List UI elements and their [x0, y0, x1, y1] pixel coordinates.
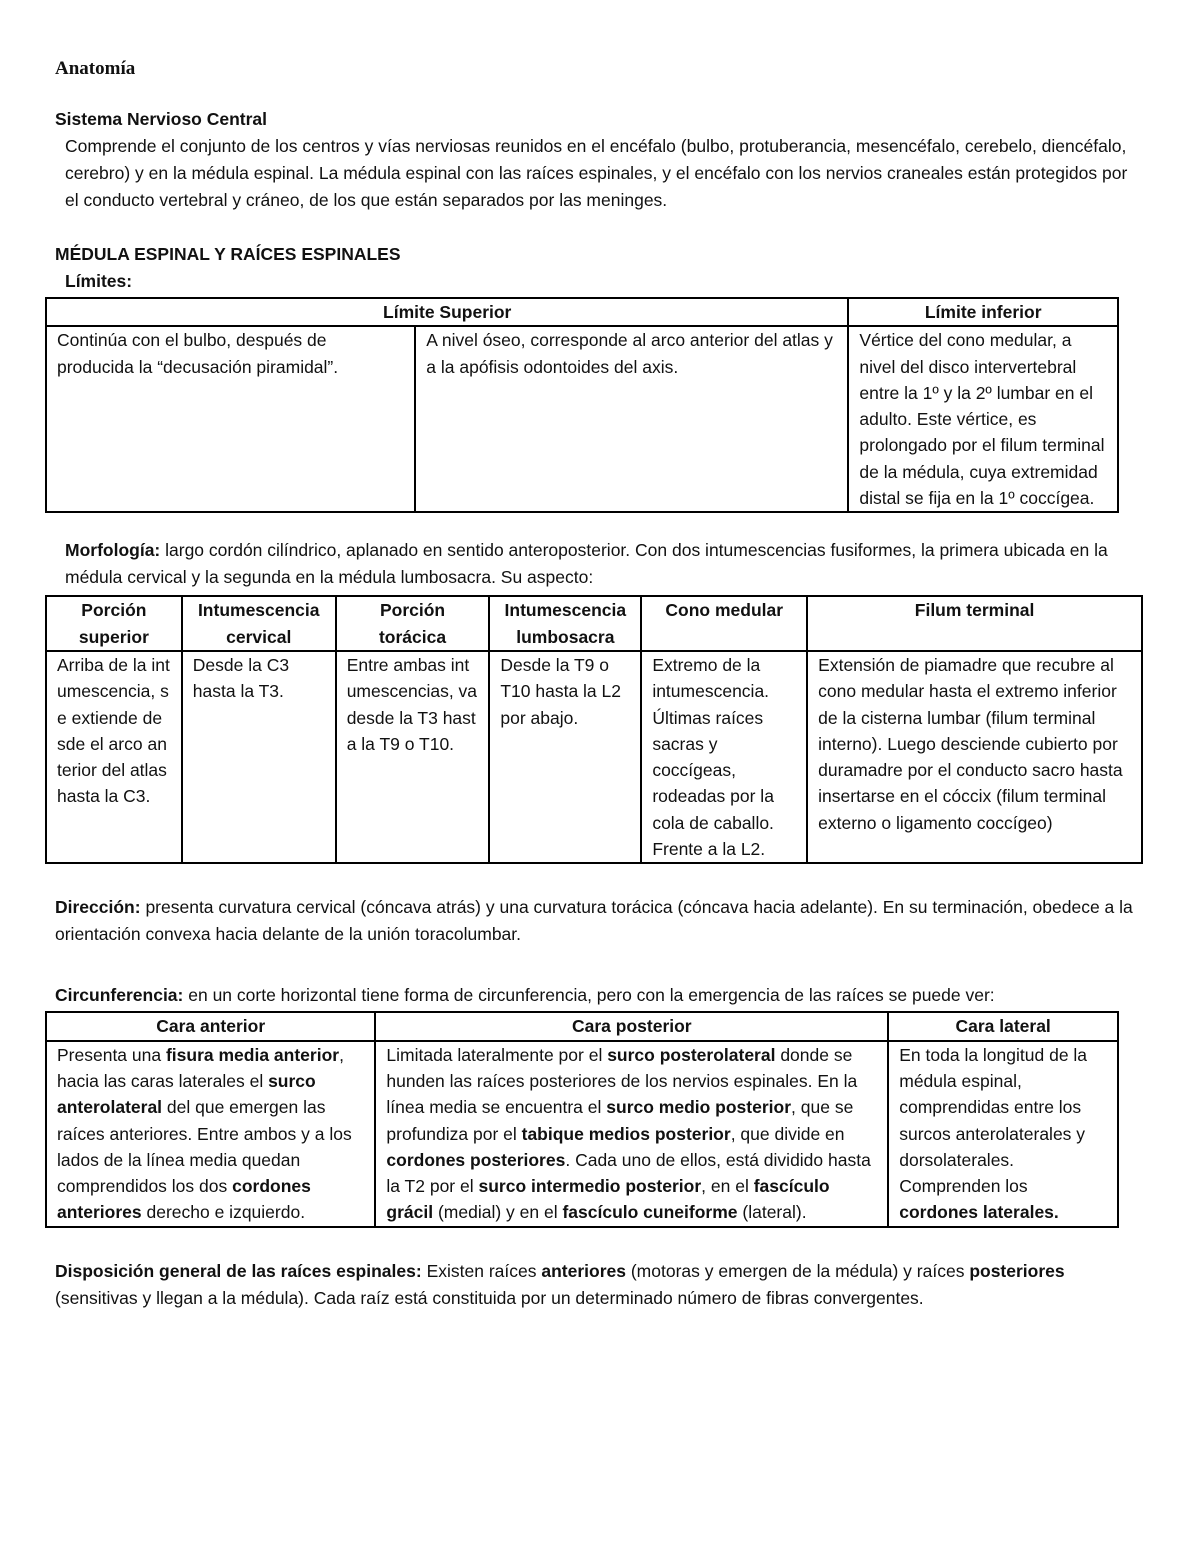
table-row: [46, 1041, 1118, 1227]
direction-text: presenta curvatura cervical (cóncava atrás) y una curvatura torácica (cóncava hacia adelante). En su terminación, obedece a la orientación convexa hacia delante de la unión toracolumbar.: [55, 897, 1133, 945]
limits-label: Límites:: [65, 271, 133, 291]
morphology-table: [45, 595, 1143, 864]
circumference-text: en un corte horizontal tiene forma de circunferencia, pero con la emergencia de las raíces se puede ver:: [183, 985, 995, 1006]
limits-table: [45, 297, 1119, 513]
header-cara-posterior: Cara posterior: [375, 1012, 888, 1040]
cell-porcion-superior: Arriba de la intumescencia, se extiende desde el arco anterior del atlas hasta la C3.: [46, 651, 182, 863]
cell-cara-posterior: Limitada lateralmente por el surco posterolateral donde se hunden las raíces posteriores de los nervios espinales. En la línea media se encuentra el surco medio posterior, que se profundiza por el tabique medios posterior, que divide en cordones posteriores. Cada uno de ellos, está dividido hasta la T2 por el surco intermedio posterior, en el fascículo grácil (medial) y en el fascículo cuneiforme (lateral).: [375, 1041, 888, 1227]
table-row: [46, 1012, 1118, 1040]
cell-superior-oseo: A nivel óseo, corresponde al arco anterior del atlas y a la apófisis odontoides del axis.: [415, 326, 848, 512]
header-cara-anterior: Cara anterior: [46, 1012, 375, 1040]
document-title: Anatomía: [55, 58, 136, 79]
header-intumescencia-cervical: Intumescencia cervical: [182, 596, 336, 651]
morphology-paragraph: [55, 537, 1145, 591]
morphology-text: largo cordón cilíndrico, aplanado en sentido anteroposterior. Con dos intumescencias fusiformes, la primera ubicada en la médula cervical y la segunda en la médula lumbosacra. Su aspecto:: [65, 540, 1108, 588]
morphology-label: Morfología:: [65, 540, 161, 561]
cell-intumescencia-cervical: Desde la C3 hasta la T3.: [182, 651, 336, 863]
circumference-paragraph: [55, 982, 1145, 1009]
roots-paragraph: Disposición general de las raíces espinales: Existen raíces anteriores (motoras y emergen de la médula) y raíces posteriores (sensitivas y llegan a la médula). Cada raíz está constituida por un determinado número de fibras convergentes.: [55, 1260, 1065, 1308]
direction-paragraph: [55, 894, 1145, 948]
circumference-label: Circunferencia:: [55, 985, 184, 1006]
header-porcion-superior: Porción superior: [46, 596, 182, 651]
header-limite-inferior: Límite inferior: [848, 298, 1118, 326]
cell-inferior: Vértice del cono medular, a nivel del disco intervertebral entre la 1º y la 2º lumbar en el adulto. Este vértice, es prolongado por el filum terminal de la médula, cuya extremidad distal se fija en la 1º coccígea.: [848, 326, 1118, 512]
table-row: [46, 596, 1142, 651]
table-row: [46, 651, 1142, 863]
cell-cara-anterior: Presenta una fisura media anterior, hacia las caras laterales el surco anterolateral del que emergen las raíces anteriores. Entre ambos y a los lados de la línea media quedan comprendidos los dos cordones anteriores derecho e izquierdo.: [46, 1041, 375, 1227]
header-porcion-toracica: Porción torácica: [336, 596, 490, 651]
roots-label: Disposición general de las raíces espinales:: [55, 1260, 422, 1281]
table-row: [46, 298, 1118, 326]
table-row: [46, 326, 1118, 512]
document-page: [55, 55, 1145, 1312]
cell-porcion-toracica: Entre ambas intumescencias, va desde la T3 hasta la T9 o T10.: [336, 651, 490, 863]
header-intumescencia-lumbosacra: Intumescencia lumbosacra: [489, 596, 641, 651]
cell-superior-bulbo: Continúa con el bulbo, después de producida la “decusación piramidal”.: [46, 326, 415, 512]
section-heading-medula: MÉDULA ESPINAL Y RAÍCES ESPINALES: [55, 244, 401, 264]
cell-cara-lateral: En toda la longitud de la médula espinal, comprendidas entre los surcos anterolaterales y dorsolaterales. Comprenden los cordones laterales.: [888, 1041, 1118, 1227]
section-heading-snc: Sistema Nervioso Central: [55, 109, 268, 129]
header-cono-medular: Cono medular: [641, 596, 807, 651]
header-limite-superior: Límite Superior: [46, 298, 848, 326]
header-cara-lateral: Cara lateral: [888, 1012, 1118, 1040]
header-filum-terminal: Filum terminal: [807, 596, 1142, 651]
circumference-table: [45, 1011, 1119, 1227]
cell-filum-terminal: Extensión de piamadre que recubre al cono medular hasta el extremo inferior de la cisterna lumbar (filum terminal interno). Luego desciende cubierto por duramadre por el conducto sacro hasta insertarse en el cóccix (filum terminal externo o ligamento coccígeo): [807, 651, 1142, 863]
cell-cono-medular: Extremo de la intumescencia. Últimas raíces sacras y coccígeas, rodeadas por la cola de caballo. Frente a la L2.: [641, 651, 807, 863]
direction-label: Dirección:: [55, 897, 141, 918]
snc-paragraph: Comprende el conjunto de los centros y vías nerviosas reunidos en el encéfalo (bulbo, protuberancia, mesencéfalo, cerebelo, diencéfalo, cerebro) y en la médula espinal. La médula espinal con las raíces espinales, y el encéfalo con los nervios craneales están protegidos por el conducto vertebral y cráneo, de los que están separados por las meninges.: [65, 136, 1128, 210]
cell-intumescencia-lumbosacra: Desde la T9 o T10 hasta la L2 por abajo.: [489, 651, 641, 863]
